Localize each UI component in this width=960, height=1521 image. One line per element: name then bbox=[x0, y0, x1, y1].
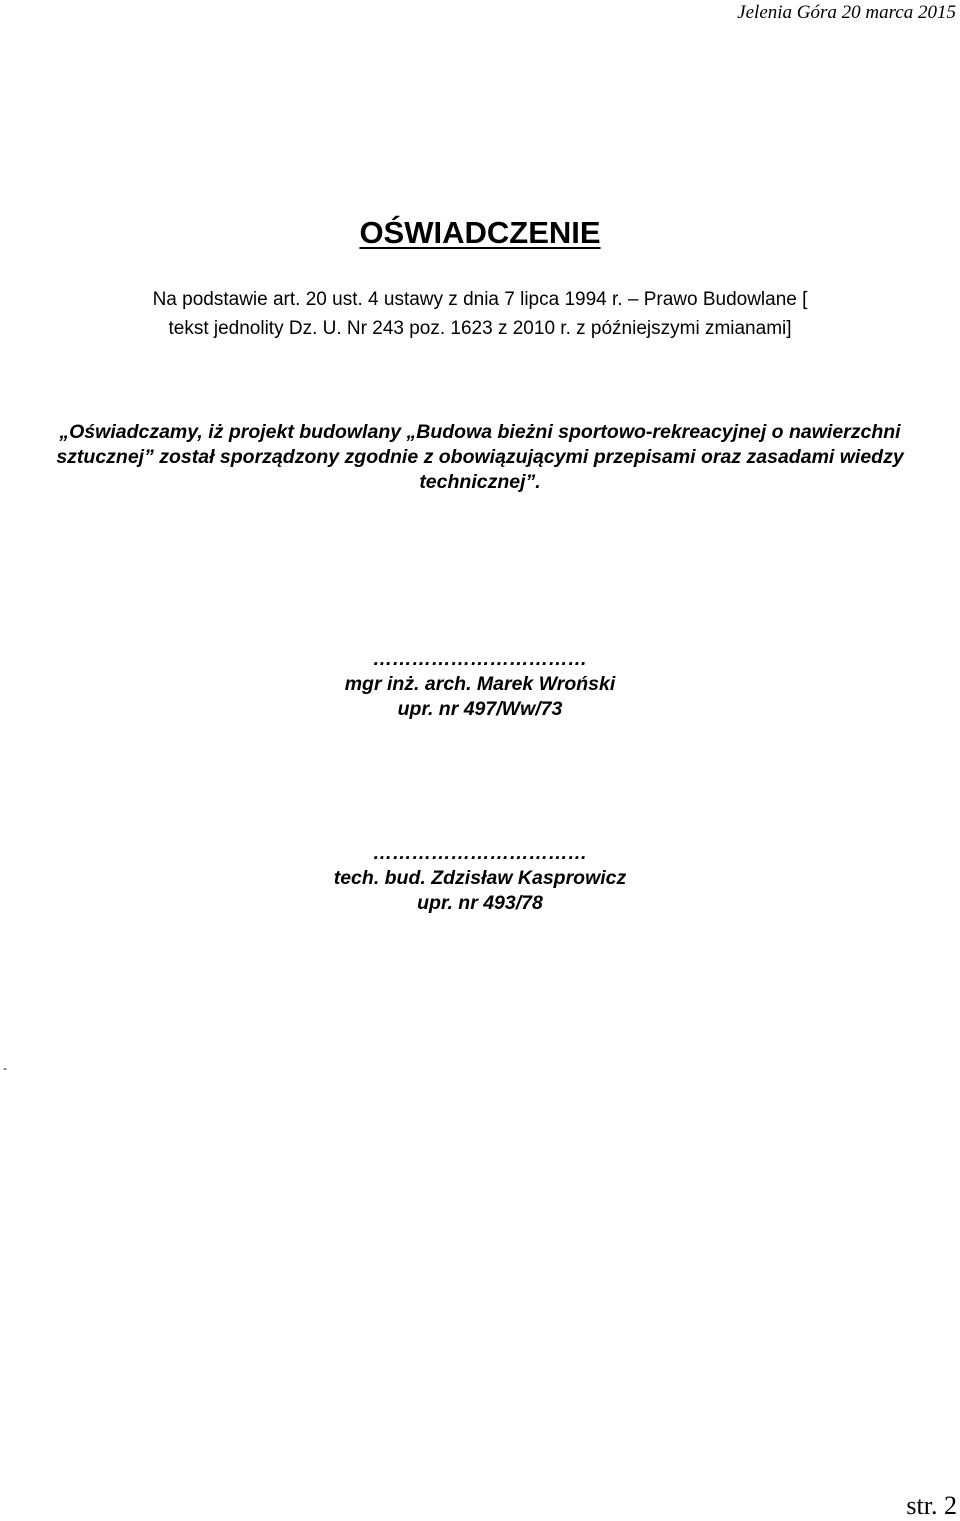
statement-line: sztucznej” został sporządzony zgodnie z obowiązującymi przepisami oraz zasadami wiedzy bbox=[56, 446, 904, 468]
signature-block-technician bbox=[0, 841, 960, 916]
signature-line: …………………………… bbox=[372, 842, 588, 864]
signature-line: …………………………… bbox=[372, 648, 588, 670]
signatory-name: mgr inż. arch. Marek Wroński bbox=[344, 673, 616, 695]
signatory-name: tech. bud. Zdzisław Kasprowicz bbox=[333, 867, 627, 889]
page-number: str. 2 bbox=[906, 1491, 957, 1520]
legal-basis bbox=[0, 285, 960, 343]
legal-basis-line: Na podstawie art. 20 ust. 4 ustawy z dnia 7 lipca 1994 r. – Prawo Budowlane [ bbox=[152, 289, 808, 310]
statement-paragraph bbox=[0, 420, 960, 495]
document-title: OŚWIADCZENIE bbox=[359, 215, 601, 250]
signatory-license: upr. nr 493/78 bbox=[417, 892, 543, 914]
statement-line: technicznej”. bbox=[419, 471, 541, 493]
statement-line: „Oświadczamy, iż projekt budowlany „Budowa bieżni sportowo-rekreacyjnej o nawierzchni bbox=[59, 421, 901, 443]
stray-dash-mark: - bbox=[3, 1061, 7, 1075]
header-date: Jelenia Góra 20 marca 2015 bbox=[737, 2, 956, 23]
signature-block-architect bbox=[0, 647, 960, 722]
legal-basis-line: tekst jednolity Dz. U. Nr 243 poz. 1623 z 2010 r. z późniejszymi zmianami] bbox=[168, 318, 792, 339]
signatory-license: upr. nr 497/Ww/73 bbox=[397, 698, 563, 720]
